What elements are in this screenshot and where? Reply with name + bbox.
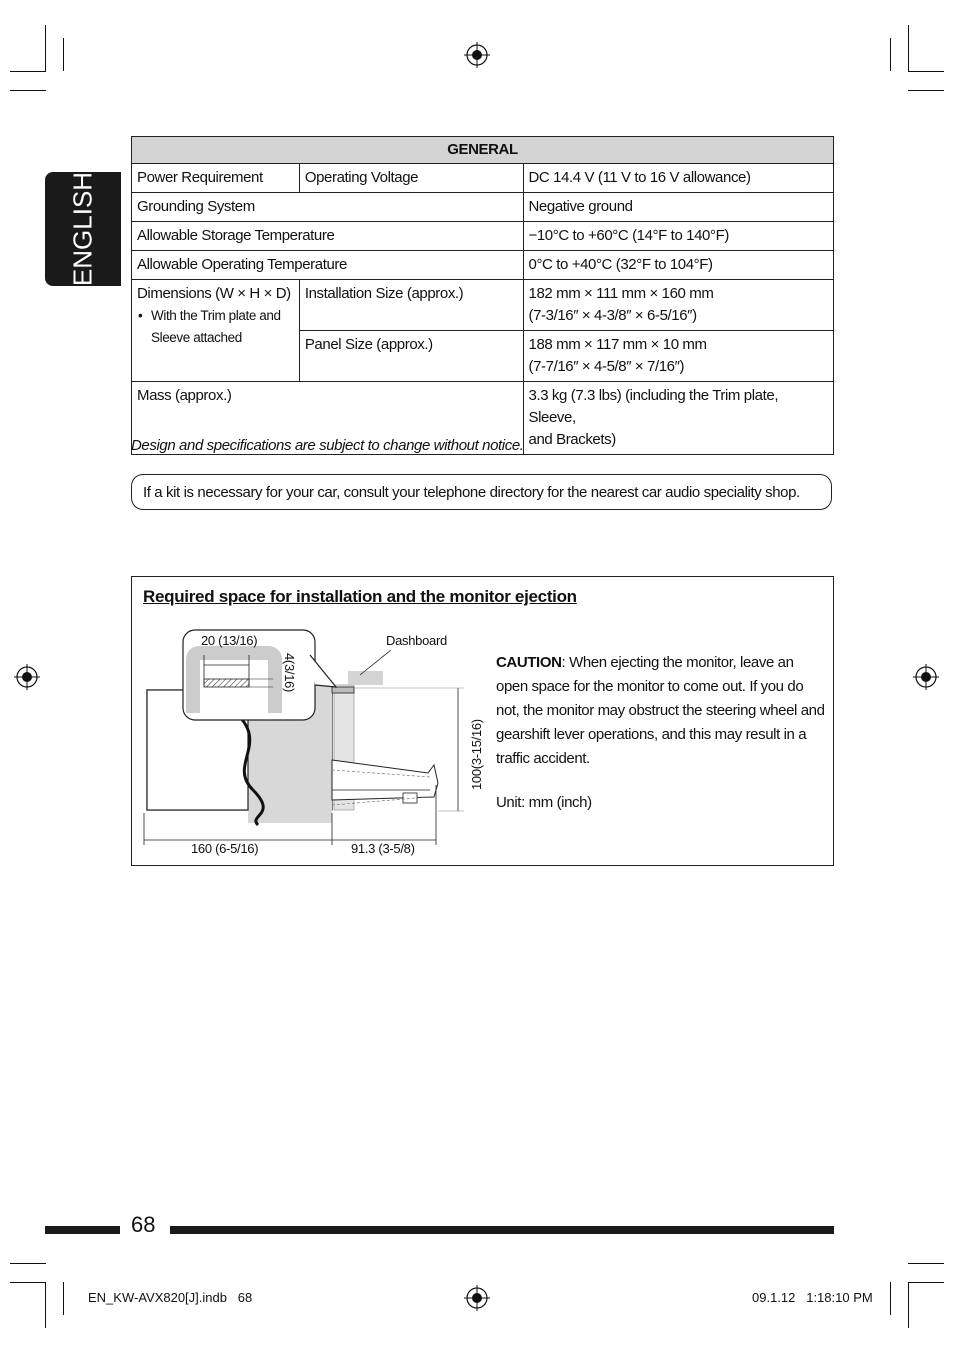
page-rule [45,1226,120,1234]
table-header: GENERAL [132,137,834,164]
crop-mark [908,90,944,91]
table-row [132,222,834,251]
crop-mark [908,71,944,72]
cell-line: 182 mm × 111 mm × 160 mm [528,285,714,302]
crop-mark [63,1282,64,1315]
dashboard-shade [348,671,383,685]
crop-mark [908,1263,944,1264]
table-cell: Power Requirement [132,164,300,193]
cell-line: 3.3 kg (7.3 lbs) (including the Trim plate, Sleeve, [528,387,779,426]
table-cell: Grounding System [132,193,524,222]
table-cell-dimensions [132,280,300,382]
registration-mark-icon [913,664,939,690]
crop-mark [45,25,46,71]
kit-note-box: If a kit is necessary for your car, consult your telephone directory for the nearest car audio speciality shop. [131,474,832,510]
caution-paragraph [496,651,826,771]
crop-mark [10,1282,46,1283]
ejected-monitor [332,760,438,800]
spec-table [131,136,834,455]
table-cell: Operating Voltage [299,164,523,193]
table-row [132,280,834,331]
footer-file-name: EN_KW-AVX820[J].indb 68 [88,1290,253,1305]
table-cell: Allowable Operating Temperature [132,251,524,280]
dim-label: 4(3/16) [282,653,297,693]
table-row [132,193,834,222]
table-cell: 0°C to +40°C (32°F to 104°F) [523,251,834,280]
registration-mark-icon [14,664,40,690]
table-cell [523,382,834,455]
crop-mark [908,1282,944,1283]
crop-mark [10,71,46,72]
dashboard-edge [332,687,354,693]
language-tab [45,172,121,286]
page-rule [170,1226,834,1234]
installation-diagram [138,625,478,855]
crop-mark [10,90,46,91]
crop-mark [908,1282,909,1328]
crop-mark [10,1263,46,1264]
crop-mark [890,38,891,71]
table-cell: −10°C to +60°C (14°F to 140°F) [523,222,834,251]
table-cell: Negative ground [523,193,834,222]
unit-note: Unit: mm (inch) [496,794,592,811]
monitor-foot [403,793,417,803]
cell-line: and Brackets) [528,431,616,448]
table-cell: Allowable Storage Temperature [132,222,524,251]
dim-label: 91.3 (3-5/8) [351,841,415,856]
table-cell: Panel Size (approx.) [299,331,523,382]
table-header-row [132,137,834,164]
table-cell: DC 14.4 V (11 V to 16 V allowance) [523,164,834,193]
dim-label: 20 (13/16) [201,633,258,648]
cell-line: (7-3/16″ × 4-3/8″ × 6-5/16″) [528,307,697,324]
crop-mark [908,25,909,71]
dimensions-note [137,305,294,349]
crop-mark [45,1282,46,1328]
table-row [132,251,834,280]
installation-title: Required space for installation and the monitor ejection [143,587,577,606]
cell-line: 188 mm × 117 mm × 10 mm [528,336,707,353]
table-cell: Installation Size (approx.) [299,280,523,331]
dimensions-label: Dimensions (W × H × D) [137,285,291,302]
cell-line: (7-7/16″ × 4-5/8″ × 7/16″) [528,358,685,375]
dimensions-note-line: • With the Trim plate and [151,308,281,323]
dimensions-note-line: Sleeve attached [151,330,242,345]
table-cell [523,331,834,382]
registration-mark-icon [464,1285,490,1311]
page-number: 68 [131,1212,156,1237]
dim-label: 160 (6-5/16) [191,841,259,856]
registration-mark-icon [464,42,490,68]
crop-mark [63,38,64,71]
disclaimer-text: Design and specifications are subject to change without notice. [131,437,524,454]
caution-body: : When ejecting the monitor, leave an open space for the monitor to come out. If you do not, the monitor may obstruct the steering wheel and gearshift lever operations, and this may result in a traffic accident. [496,654,825,767]
dashboard-label: Dashboard [386,633,447,648]
footer-timestamp: 09.1.12 1:18:10 PM [752,1290,873,1305]
table-row [132,164,834,193]
table-cell [523,280,834,331]
crop-mark [890,1282,891,1315]
caution-label: CAUTION [496,654,562,671]
language-tab-label: ENGLISH [67,171,98,287]
table-cell: Mass (approx.) [132,382,524,455]
zoom-hatch [204,679,249,687]
dim-label: 100(3-15/16) [469,719,484,790]
